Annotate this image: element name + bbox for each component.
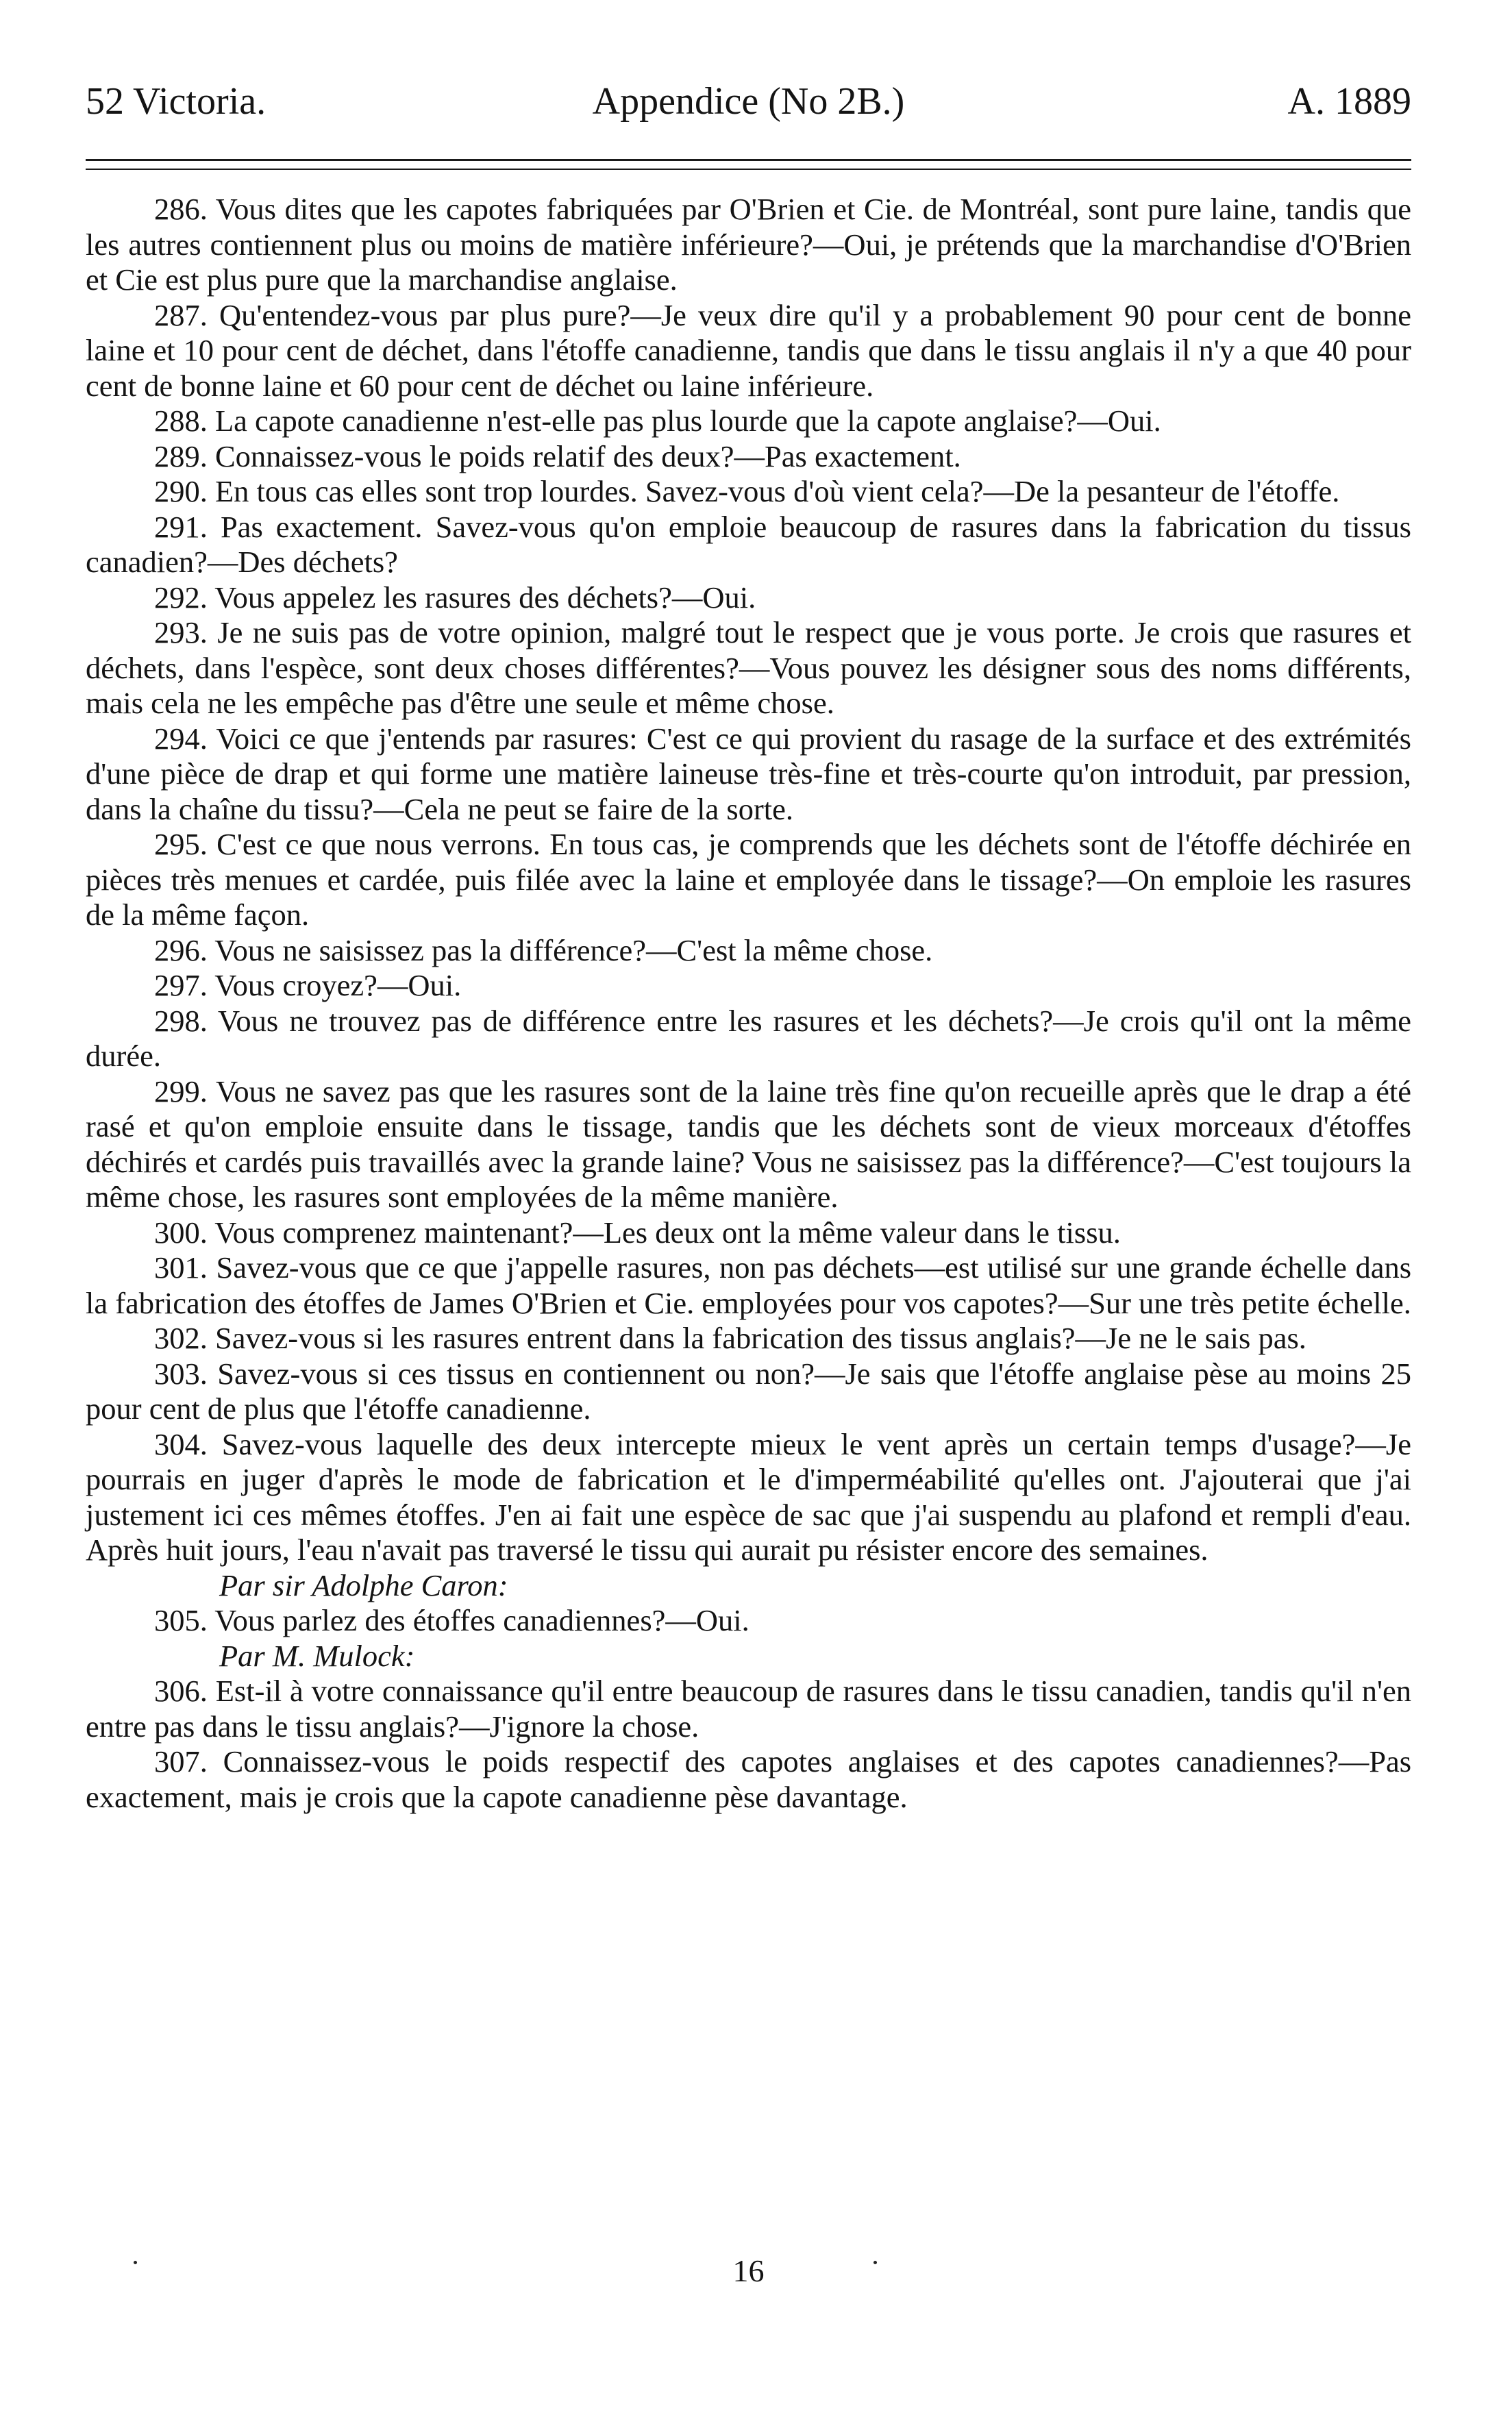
question-text: Vous dites que les capotes fabriquées par O'Brien et Cie. de Montréal, sont pure laine, tandis que les autres contiennent plus ou moins de matière inférieure?—Oui, je prétends que la marchandise d'O'Brien et Cie est plus pure que la marchandise anglaise. bbox=[86, 192, 1411, 297]
question-text: Connaissez-vous le poids respectif des capotes anglaises et des capotes canadiennes?—Pas exactement, mais je crois que la capote canadienne pèse davantage. bbox=[86, 1744, 1412, 1814]
question-number: 296. bbox=[154, 932, 208, 967]
question-number: 295. bbox=[154, 827, 208, 861]
question-number: 303. bbox=[154, 1356, 208, 1391]
question-number: 297. bbox=[154, 968, 208, 1002]
question-number: 287. bbox=[154, 297, 208, 332]
question-text: Savez-vous si ces tissus en contiennent ou non?—Je sais que l'étoffe anglaise pèse au moins 25 pour cent de plus que l'étoffe canadienne. bbox=[86, 1356, 1412, 1426]
question-text: Savez-vous que ce que j'appelle rasures, non pas déchets—est utilisé sur une grande échelle dans la fabrication des étoffes de James O'Brien et Cie. employées pour vos capotes?—Sur une très petite échelle. bbox=[86, 1250, 1412, 1320]
question-number: 307. bbox=[154, 1744, 208, 1778]
question-text: Je ne suis pas de votre opinion, malgré tout le respect que je vous porte. Je crois que rasures et déchets, dans l'espèce, sont deux choses différentes?—Vous pouvez les désigner sous des noms différents, mais cela ne les empêche pas d'être une seule et même chose. bbox=[86, 615, 1412, 720]
speaker-heading-mulock: Par M. Mulock: bbox=[219, 1638, 415, 1673]
page-number: 16 bbox=[732, 2253, 765, 2288]
question-text: C'est ce que nous verrons. En tous cas, je comprends que les déchets sont de l'étoffe déchirée en pièces très menues et cardée, puis filée avec la laine et employée dans le tissage?—On emploie les rasures de la même façon. bbox=[86, 827, 1411, 932]
question-289 bbox=[86, 439, 1411, 475]
question-291 bbox=[86, 510, 1411, 580]
question-text: Vous ne savez pas que les rasures sont de la laine très fine qu'on recueille après que le drap a été rasé et qu'on emploie ensuite dans le tissage, tandis que les déchets sont de vieux morceaux d'étoffes déchirés et cardés puis travaillés avec la grande laine? Vous ne saisissez pas la différence?—C'est toujours la même chose, les rasures sont employées de la même manière. bbox=[86, 1074, 1411, 1214]
question-text: Est-il à votre connaissance qu'il entre beaucoup de rasures dans le tissu canadien, tandis qu'il n'en entre pas dans le tissu anglais?—J'ignore la chose. bbox=[86, 1674, 1411, 1744]
question-text: La capote canadienne n'est-elle pas plus lourde que la capote anglaise?—Oui. bbox=[215, 404, 1161, 438]
question-293 bbox=[86, 615, 1411, 721]
testimony-body bbox=[86, 192, 1411, 1815]
question-number: 292. bbox=[154, 580, 208, 615]
running-header bbox=[86, 74, 1411, 129]
question-number: 288. bbox=[154, 404, 208, 438]
question-304 bbox=[86, 1427, 1411, 1568]
question-text: Vous comprenez maintenant?—Les deux ont la même valeur dans le tissu. bbox=[214, 1215, 1121, 1250]
document-page bbox=[86, 0, 1411, 2417]
question-text: Vous parlez des étoffes canadiennes?—Oui. bbox=[214, 1603, 749, 1637]
print-speck bbox=[134, 2261, 137, 2264]
question-286 bbox=[86, 192, 1411, 298]
question-303 bbox=[86, 1356, 1411, 1427]
question-text: Vous appelez les rasures des déchets?—Oui. bbox=[214, 580, 756, 615]
header-rule-thin bbox=[86, 169, 1411, 170]
question-297 bbox=[86, 968, 1411, 1004]
header-session: 52 Victoria. bbox=[86, 80, 267, 123]
question-305 bbox=[86, 1603, 1411, 1639]
question-text: En tous cas elles sont trop lourdes. Savez-vous d'où vient cela?—De la pesanteur de l'étoffe. bbox=[215, 474, 1340, 508]
question-number: 293. bbox=[154, 615, 208, 649]
header-year: A. 1889 bbox=[1287, 80, 1411, 123]
question-295 bbox=[86, 827, 1411, 933]
question-number: 304. bbox=[154, 1426, 208, 1461]
question-text: Savez-vous si les rasures entrent dans la fabrication des tissus anglais?—Je ne le sais pas. bbox=[215, 1321, 1306, 1355]
speaker-heading-caron: Par sir Adolphe Caron: bbox=[219, 1567, 508, 1602]
question-290 bbox=[86, 474, 1411, 510]
question-text: Savez-vous laquelle des deux intercepte mieux le vent après un certain temps d'usage?—Je pourrais en juger d'après le mode de fabrication et le d'imperméabilité qu'elles ont. J'ajouterai que j'ai justement ici ces mêmes étoffes. J'en ai fait une espèce de sac que j'ai suspendu au plafond et rempli d'eau. Après huit jours, l'eau n'avait pas traversé le tissu qui aurait pu résister encore des semaines. bbox=[86, 1426, 1411, 1567]
question-text: Qu'entendez-vous par plus pure?—Je veux dire qu'il y a probablement 90 pour cent de bonne laine et 10 pour cent de déchet, dans l'étoffe canadienne, tandis que dans le tissu anglais il n'y a que 40 pour cent de bonne laine et 60 pour cent de déchet ou laine inférieure. bbox=[86, 297, 1411, 403]
question-text: Pas exactement. Savez-vous qu'on emploie beaucoup de rasures dans la fabrication du tissus canadien?—Des déchets? bbox=[86, 509, 1412, 579]
question-number: 298. bbox=[154, 1003, 208, 1038]
question-number: 306. bbox=[154, 1674, 208, 1708]
question-text: Vous ne saisissez pas la différence?—C'est la même chose. bbox=[214, 932, 933, 967]
question-300 bbox=[86, 1215, 1411, 1251]
question-302 bbox=[86, 1321, 1411, 1356]
question-299 bbox=[86, 1074, 1411, 1215]
question-306 bbox=[86, 1674, 1411, 1744]
question-288 bbox=[86, 404, 1411, 439]
question-298 bbox=[86, 1004, 1411, 1074]
print-speck bbox=[873, 2261, 877, 2264]
question-number: 294. bbox=[154, 721, 208, 756]
question-text: Vous ne trouvez pas de différence entre les rasures et les déchets?—Je crois qu'il ont la même durée. bbox=[86, 1003, 1411, 1073]
question-number: 290. bbox=[154, 474, 208, 508]
question-number: 291. bbox=[154, 509, 208, 544]
question-296 bbox=[86, 933, 1411, 969]
question-text: Vous croyez?—Oui. bbox=[214, 968, 462, 1002]
question-307 bbox=[86, 1744, 1411, 1815]
question-number: 301. bbox=[154, 1250, 208, 1285]
question-number: 289. bbox=[154, 438, 208, 473]
question-301 bbox=[86, 1250, 1411, 1321]
question-number: 299. bbox=[154, 1074, 208, 1108]
question-number: 302. bbox=[154, 1321, 208, 1355]
header-rule-thick bbox=[86, 159, 1411, 161]
header-title: Appendice (No 2B.) bbox=[592, 80, 905, 123]
question-text: Voici ce que j'entends par rasures: C'est ce qui provient du rasage de la surface et des extrémités d'une pièce de drap et qui forme une matière laineuse très-fine et très-courte qu'on introduit, par pression, dans la chaîne du tissu?—Cela ne peut se faire de la sorte. bbox=[86, 721, 1411, 826]
question-number: 286. bbox=[154, 192, 208, 226]
question-292 bbox=[86, 580, 1411, 616]
question-294 bbox=[86, 721, 1411, 828]
question-text: Connaissez-vous le poids relatif des deux?—Pas exactement. bbox=[215, 438, 961, 473]
question-287 bbox=[86, 298, 1411, 404]
question-number: 305. bbox=[154, 1603, 208, 1637]
question-number: 300. bbox=[154, 1215, 208, 1250]
